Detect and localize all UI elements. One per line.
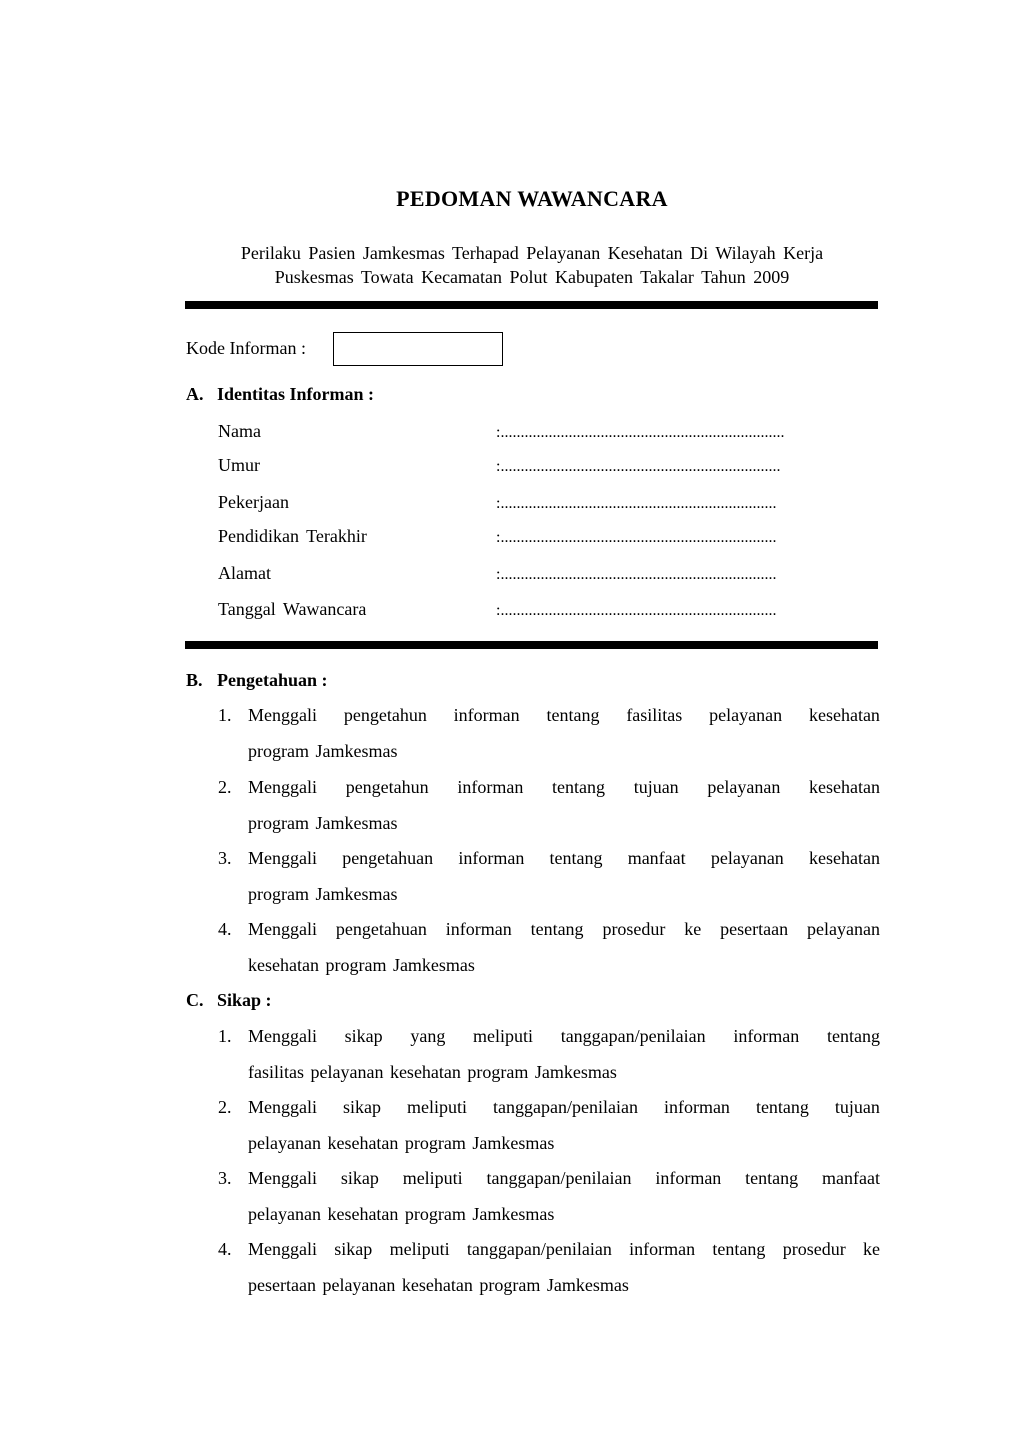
document-subtitle — [195, 241, 869, 289]
subtitle-line-1: Perilaku Pasien Jamkesmas Terhapad Pelayanan Kesehatan Di Wilayah Kerja — [240, 243, 824, 263]
list-item-line: Menggali sikap yang meliputi tanggapan/penilaian informan tentang — [248, 1026, 880, 1046]
section-b-item-3-number: 3. — [218, 848, 232, 868]
list-item-line: pelayanan kesehatan program Jamkesmas — [248, 1133, 555, 1153]
section-c-item-1 — [248, 1018, 880, 1090]
list-item-line: Menggali sikap meliputi tanggapan/penilaian informan tentang tujuan — [248, 1097, 880, 1117]
list-item-line: Menggali pengetahun informan tentang tujuan pelayanan kesehatan — [248, 777, 880, 797]
field-label-nama: Nama — [218, 421, 261, 441]
field-nama[interactable]: :....................................................................... — [496, 424, 785, 441]
field-label-tanggal: Tanggal Wawancara — [218, 599, 367, 619]
section-c-heading — [186, 990, 272, 1011]
section-b-item-2 — [248, 769, 880, 841]
kode-informan-label: Kode Informan : — [186, 338, 306, 358]
top-divider — [185, 301, 878, 309]
section-a-title: Identitas Informan : — [217, 384, 375, 404]
section-c-item-3-number: 3. — [218, 1168, 232, 1188]
field-tanggal[interactable]: :..................................................................... — [496, 602, 777, 619]
subtitle-line-2: Puskesmas Towata Kecamatan Polut Kabupaten Takalar Tahun 2009 — [274, 267, 790, 287]
field-pekerjaan[interactable]: :..................................................................... — [496, 495, 777, 512]
list-item-line: fasilitas pelayanan kesehatan program Jamkesmas — [248, 1062, 617, 1082]
list-item-line: Menggali sikap meliputi tanggapan/penilaian informan tentang manfaat — [248, 1168, 880, 1188]
section-c-title: Sikap : — [217, 990, 272, 1010]
section-b-item-4 — [248, 911, 880, 983]
section-b-item-1-number: 1. — [218, 705, 232, 725]
section-b-heading — [186, 670, 328, 691]
section-c-item-3 — [248, 1160, 880, 1232]
section-b-item-3 — [248, 840, 880, 912]
list-item-line: Menggali pengetahuan informan tentang manfaat pelayanan kesehatan — [248, 848, 880, 868]
list-item-line: Menggali pengetahuan informan tentang prosedur ke pesertaan pelayanan — [248, 919, 880, 939]
section-divider — [185, 641, 878, 649]
list-item-line: pesertaan pelayanan kesehatan program Jamkesmas — [248, 1275, 629, 1295]
section-b-item-2-number: 2. — [218, 777, 232, 797]
section-c-item-4 — [248, 1231, 880, 1303]
kode-informan-field[interactable] — [333, 332, 503, 366]
section-b-item-1 — [248, 697, 880, 769]
field-label-pendidikan: Pendidikan Terakhir — [218, 526, 367, 546]
field-pendidikan[interactable]: :..................................................................... — [496, 529, 777, 546]
section-c-letter: C. — [186, 990, 204, 1010]
field-label-umur: Umur — [218, 455, 260, 475]
field-alamat[interactable]: :..................................................................... — [496, 566, 777, 583]
section-b-title: Pengetahuan : — [217, 670, 328, 690]
section-c-item-1-number: 1. — [218, 1026, 232, 1046]
section-a-heading — [186, 384, 374, 405]
list-item-line: pelayanan kesehatan program Jamkesmas — [248, 1204, 555, 1224]
section-b-item-4-number: 4. — [218, 919, 232, 939]
field-label-alamat: Alamat — [218, 563, 271, 583]
list-item-line: Menggali pengetahun informan tentang fasilitas pelayanan kesehatan — [248, 705, 880, 725]
section-c-item-2-number: 2. — [218, 1097, 232, 1117]
list-item-line: program Jamkesmas — [248, 884, 398, 904]
document-title: PEDOMAN WAWANCARA — [396, 186, 668, 211]
section-b-letter: B. — [186, 670, 203, 690]
section-a-letter: A. — [186, 384, 204, 404]
section-c-item-4-number: 4. — [218, 1239, 232, 1259]
list-item-line: program Jamkesmas — [248, 813, 398, 833]
section-c-item-2 — [248, 1089, 880, 1161]
list-item-line: program Jamkesmas — [248, 741, 398, 761]
field-umur[interactable]: :...................................................................... — [496, 458, 781, 475]
field-label-pekerjaan: Pekerjaan — [218, 492, 289, 512]
list-item-line: Menggali sikap meliputi tanggapan/penilaian informan tentang prosedur ke — [248, 1239, 880, 1259]
list-item-line: kesehatan program Jamkesmas — [248, 955, 475, 975]
